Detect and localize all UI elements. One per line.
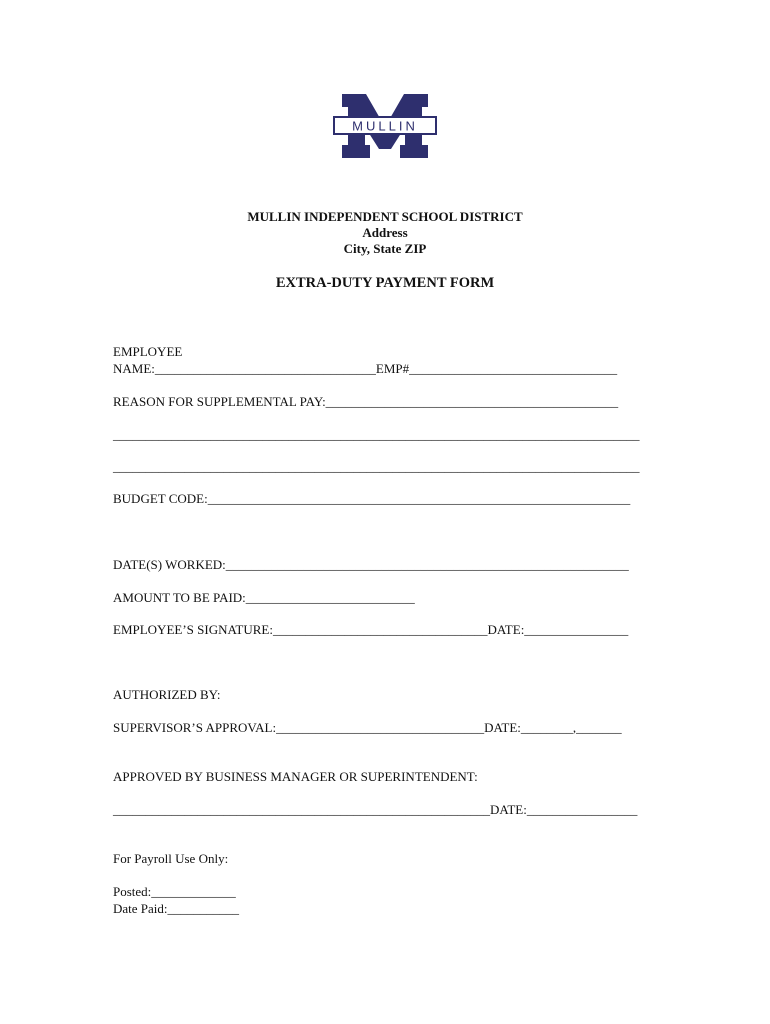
district-name: MULLIN INDEPENDENT SCHOOL DISTRICT xyxy=(247,209,523,224)
employee-name-emp-field[interactable]: NAME:__________________________________EMP#________________________________ xyxy=(113,361,618,376)
employee-signature-field[interactable]: EMPLOYEE’S SIGNATURE:_________________________________DATE:________________ xyxy=(113,622,629,637)
approved-by-label: APPROVED BY BUSINESS MANAGER OR SUPERINTENDENT: xyxy=(113,769,478,784)
reason-blank-line-1[interactable]: _________________________________________________________________________________ xyxy=(113,427,640,442)
authorized-by-label: AUTHORIZED BY: xyxy=(113,687,221,702)
mullin-logo xyxy=(333,93,437,159)
budget-code-field[interactable]: BUDGET CODE:_________________________________________________________________ xyxy=(113,491,631,506)
payroll-use-label: For Payroll Use Only: xyxy=(113,851,229,866)
posted-field[interactable]: Posted:_____________ xyxy=(113,884,236,899)
reason-blank-line-2[interactable]: _________________________________________________________________________________ xyxy=(113,459,640,474)
district-address: Address xyxy=(362,225,408,240)
amount-field[interactable]: AMOUNT TO BE PAID:__________________________ xyxy=(113,590,415,605)
district-city-state-zip: City, State ZIP xyxy=(343,241,427,256)
supervisor-approval-field[interactable]: SUPERVISOR’S APPROVAL:________________________________DATE:________,_______ xyxy=(113,720,622,735)
logo-text: MULLIN xyxy=(352,118,418,134)
dates-worked-field[interactable]: DATE(S) WORKED:______________________________________________________________ xyxy=(113,557,629,572)
employee-label: EMPLOYEE xyxy=(113,344,183,359)
form-title: EXTRA-DUTY PAYMENT FORM xyxy=(275,275,495,291)
approver-signature-field[interactable]: __________________________________________________________DATE:_________________ xyxy=(113,802,638,817)
reason-field[interactable]: REASON FOR SUPPLEMENTAL PAY:_____________________________________________ xyxy=(113,394,619,409)
date-paid-field[interactable]: Date Paid:___________ xyxy=(113,901,240,916)
